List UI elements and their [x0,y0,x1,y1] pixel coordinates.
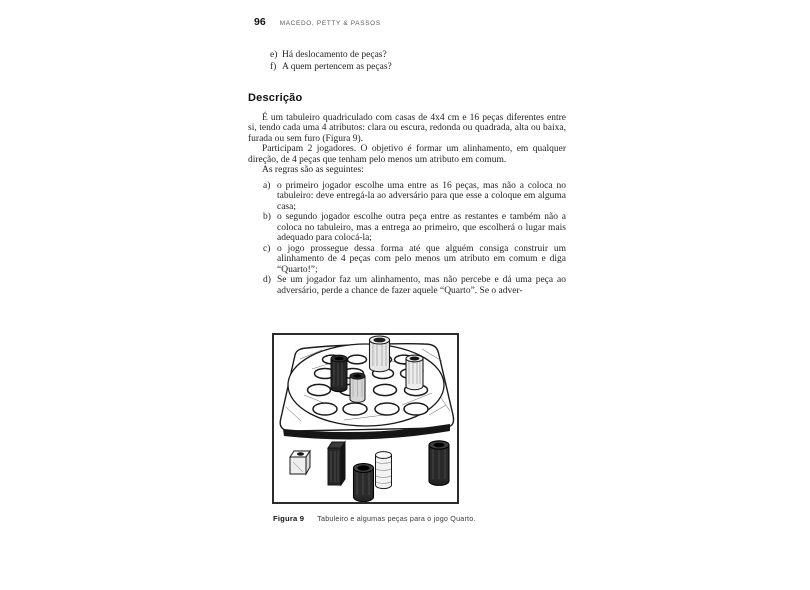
rule-text: o primeiro jogador escolhe uma entre as 16 peças, mas não a coloca no tabuleiro: deve entregá-la ao adversário para que esse a coloque em alguma casa; [277,180,566,212]
piece-on-board-mid-cylinder [350,373,365,403]
figure-caption [273,514,573,523]
piece-on-board-right-cylinder [406,355,423,390]
rule-text: Se um jogador faz um alinhamento, mas não percebe e dá uma peça ao adversário, perde a chance de fazer aquele “Quarto”. Se o adver- [277,275,566,296]
list-item-label: e) [270,50,278,60]
list-item-text: Há deslocamento de peças? [282,50,387,60]
paragraph: É um tabuleiro quadriculado com casas de 4x4 cm e 16 peças diferentes entre si, tendo cada uma 4 atributos: clara ou escura, redonda ou quadrada, alta ou baixa, furada ou sem furo (Figura 9). [248,112,566,144]
figure-caption-text: Tabuleiro e algumas peças para o jogo Quarto. [317,514,476,523]
paragraph: Participam 2 jogadores. O objetivo é formar um alinhamento, em qualquer direção, de 4 peças que tenham pelo menos um atributo em comum. [248,144,566,165]
rule-text: o jogo prossegue dessa forma até que alguém consiga construir um alinhamento de 4 peças com pelo menos um atributo em comum e diga “Quarto!”; [277,243,566,275]
rule-label: c) [263,243,271,254]
list-item [270,50,566,62]
rule-item [263,181,566,213]
question-list [270,50,566,73]
rule-item [263,275,566,296]
section-heading: Descrição [248,92,303,104]
rule-label: d) [263,275,271,285]
piece-tall-dark-cylinder [429,441,449,486]
rule-item [263,244,566,276]
rule-label: b) [263,212,271,222]
figure-caption-label: Figura 9 [273,514,305,523]
rules-list [263,181,566,297]
quarto-board-illustration [274,335,457,502]
paragraph: As regras são as seguintes: [262,165,364,175]
text-block [248,50,566,296]
piece-dark-cylinder-hole [354,464,374,502]
page-number: 96 [254,16,266,28]
list-item-text: A quem pertencem as peças? [282,61,392,72]
piece-small-cube [290,451,310,474]
rule-item [263,212,566,244]
piece-on-board-tall-light-cylinder [370,336,390,372]
list-item [270,62,566,74]
figure-9 [272,333,459,504]
page-header [254,16,381,28]
piece-light-cylinder [376,452,392,489]
running-head: MACEDO, PETTY & PASSOS [279,20,381,27]
rule-label: a) [263,180,271,191]
rule-text: o segundo jogador escolhe outra peça entre as restantes e também não a coloca no tabuleiro, mas a entrega ao primeiro, que escolherá o lugar mais adequado para colocá-la; [277,212,566,243]
piece-tall-dark-prism [328,442,345,485]
list-item-label: f) [270,61,277,72]
piece-on-board-dark-cylinder [331,355,347,392]
